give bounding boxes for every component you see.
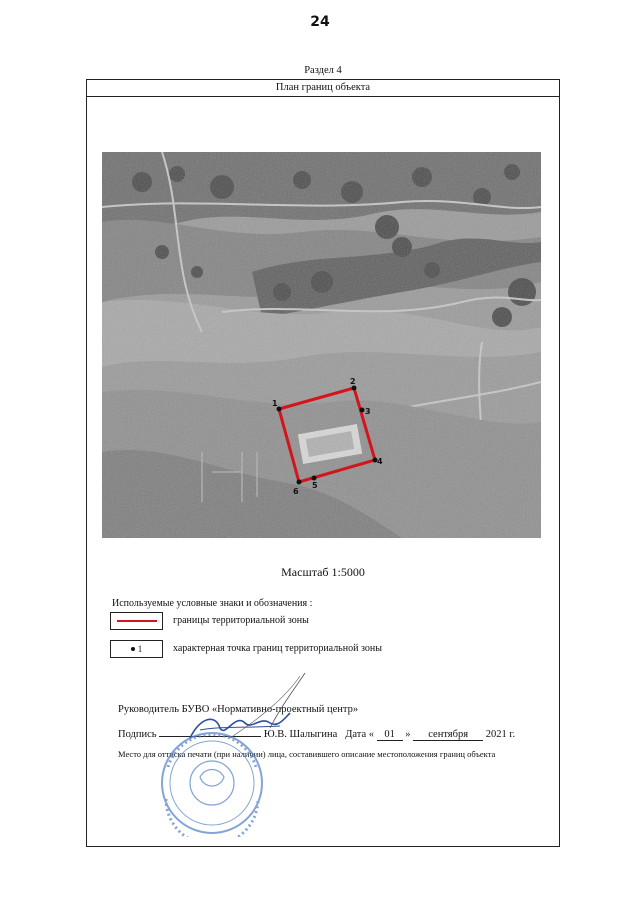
- point-label-2: 2: [350, 377, 356, 386]
- legend-point-symbol: [110, 640, 163, 658]
- sign-label: Подпись: [118, 729, 157, 740]
- red-line-icon: [117, 620, 157, 622]
- handwritten-signature: [160, 668, 310, 750]
- stamp-place-note: Место для оттиска печати (при наличии) лица, составившего описание местоположения границ объекта: [118, 749, 496, 759]
- legend-line-label: границы территориальной зоны: [173, 615, 309, 626]
- section-label: Раздел 4: [304, 65, 342, 76]
- point-label-3: 3: [365, 407, 371, 416]
- director-title: Руководитель БУВО «Нормативно-проектный центр»: [118, 704, 359, 715]
- legend-point-label: характерная точка границ территориальной зоны: [173, 643, 382, 654]
- point-icon: [131, 647, 135, 651]
- frame-title: План границ объекта: [87, 80, 559, 97]
- point-label-1: 1: [272, 399, 278, 408]
- legend-point-number: 1: [137, 644, 143, 654]
- signer-name: Ю.В. Шалыгина: [263, 729, 338, 740]
- aerial-photo-icon: [102, 152, 541, 538]
- date-day: 01: [377, 729, 403, 741]
- legend-line-symbol: [110, 612, 163, 630]
- page-number: 24: [310, 14, 330, 30]
- point-label-4: 4: [377, 457, 383, 466]
- point-label-6: 6: [293, 487, 299, 496]
- aerial-map: [102, 152, 541, 538]
- point-label-5: 5: [312, 481, 318, 490]
- legend-title: Используемые условные знаки и обозначения :: [112, 598, 313, 609]
- date-month: сентября: [413, 729, 483, 741]
- map-scale: Масштаб 1:5000: [281, 565, 365, 579]
- date-year: 2021 г.: [485, 729, 516, 740]
- date-label: Дата «: [345, 729, 375, 740]
- date-quote-close: »: [405, 729, 411, 740]
